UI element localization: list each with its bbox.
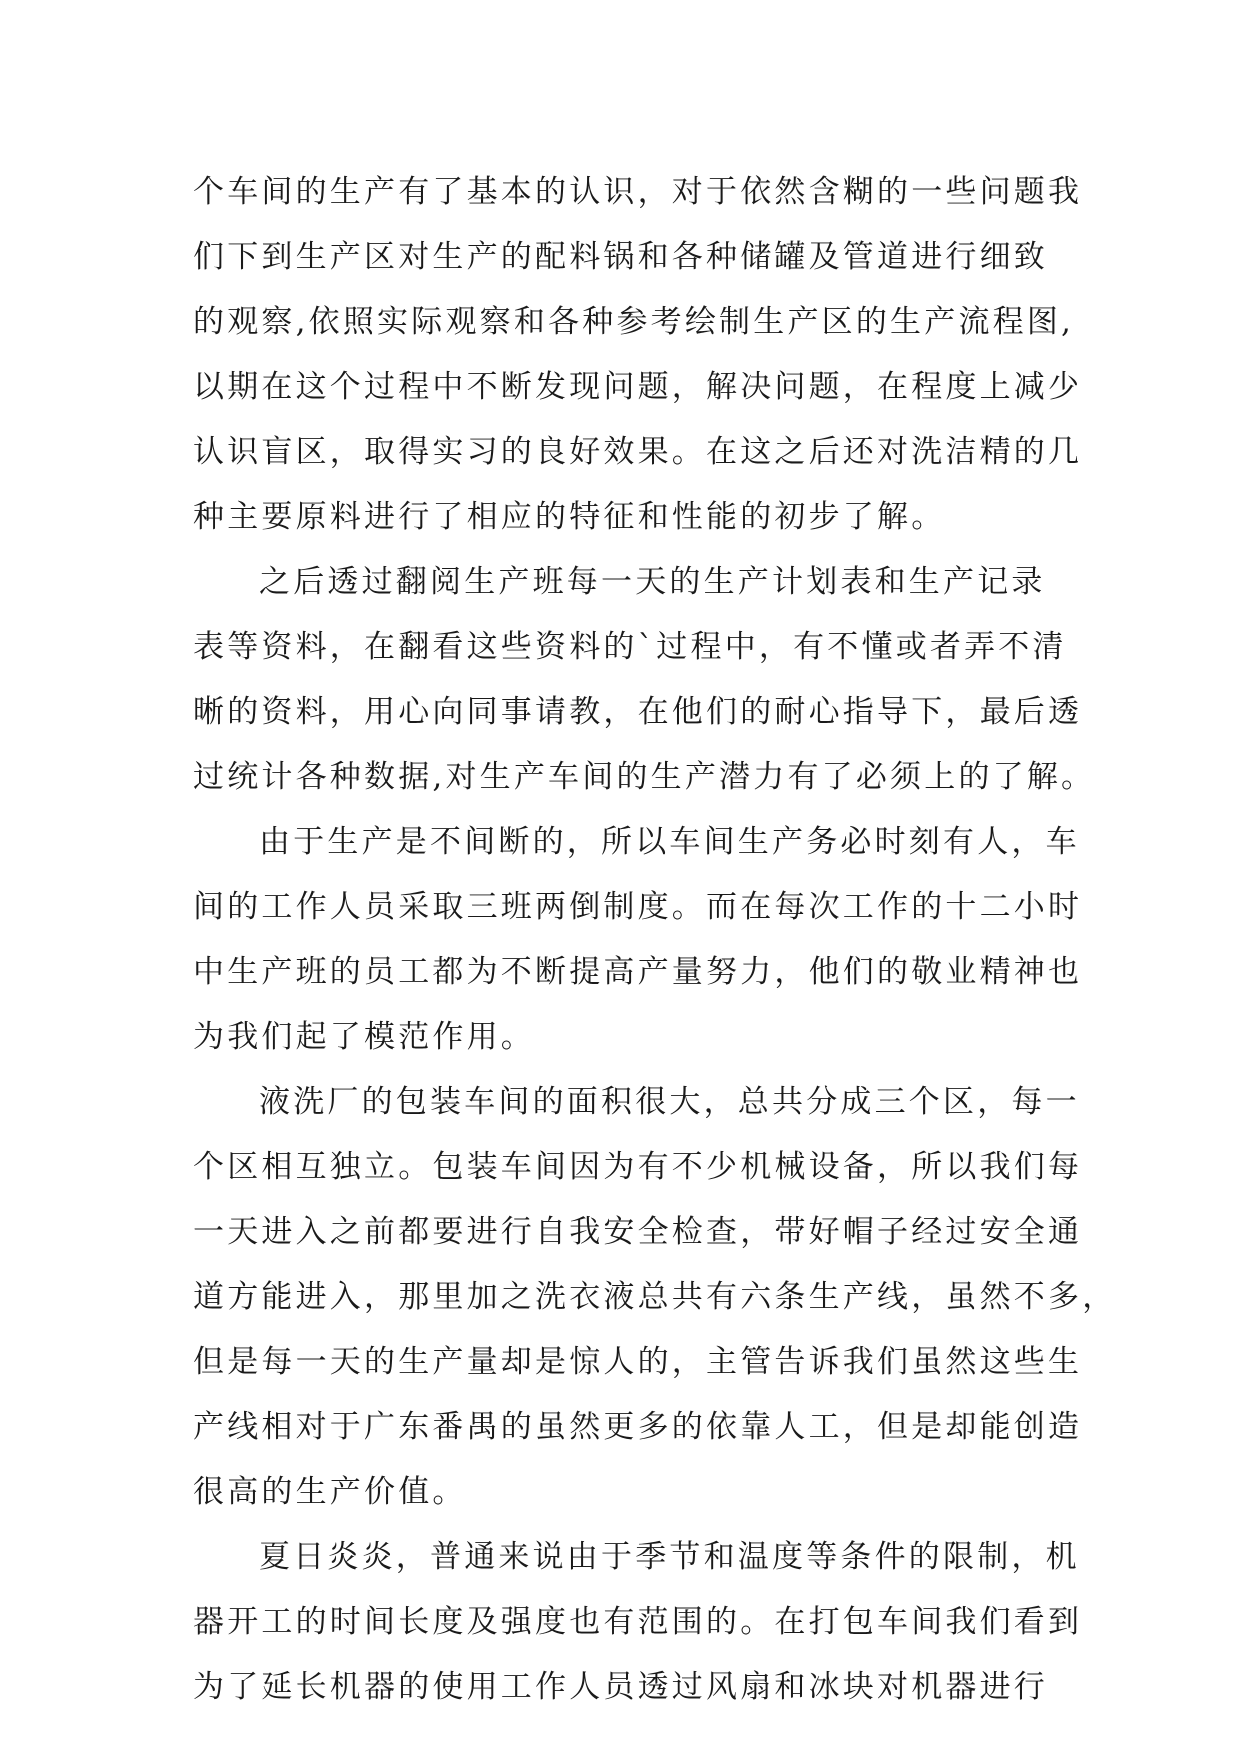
text-line: 以期在这个过程中不断发现问题，解决问题，在程度上减少	[193, 369, 1083, 405]
text-line: 一天进入之前都要进行自我安全检查，带好帽子经过安全通	[193, 1214, 1083, 1250]
text-line: 认识盲区，取得实习的良好效果。在这之后还对洗洁精的几	[193, 434, 1083, 470]
paragraph-first-line: 液洗厂的包装车间的面积很大，总共分成三个区，每一	[259, 1084, 1080, 1120]
paragraph-first-line: 之后透过翻阅生产班每一天的生产计划表和生产记录	[259, 564, 1046, 600]
text-line: 过统计各种数据,对生产车间的生产潜力有了必须上的了解。	[193, 759, 1096, 795]
text-line: 晰的资料，用心向同事请教，在他们的耐心指导下，最后透	[193, 694, 1083, 730]
text-line: 表等资料，在翻看这些资料的`过程中，有不懂或者弄不清	[193, 629, 1067, 665]
text-line: 们下到生产区对生产的配料锅和各种储罐及管道进行细致	[193, 239, 1048, 275]
text-line: 间的工作人员采取三班两倒制度。而在每次工作的十二小时	[193, 889, 1083, 925]
text-line: 为我们起了模范作用。	[193, 1019, 535, 1055]
text-line: 种主要原料进行了相应的特征和性能的初步了解。	[193, 499, 946, 535]
text-line: 为了延长机器的使用工作人员透过风扇和冰块对机器进行	[193, 1669, 1048, 1705]
text-line: 的观察,依照实际观察和各种参考绘制生产区的生产流程图,	[193, 304, 1075, 340]
text-line: 很高的生产价值。	[193, 1474, 467, 1510]
text-line: 产线相对于广东番禺的虽然更多的依靠人工，但是却能创造	[193, 1409, 1083, 1445]
text-line: 中生产班的员工都为不断提高产量努力，他们的敬业精神也	[193, 954, 1083, 990]
text-line: 个车间的生产有了基本的认识，对于依然含糊的一些问题我	[193, 174, 1083, 210]
paragraph-first-line: 夏日炎炎，普通来说由于季节和温度等条件的限制，机	[259, 1539, 1080, 1575]
text-line: 个区相互独立。包装车间因为有不少机械设备，所以我们每	[193, 1149, 1083, 1185]
text-line: 但是每一天的生产量却是惊人的，主管告诉我们虽然这些生	[193, 1344, 1083, 1380]
text-line: 器开工的时间长度及强度也有范围的。在打包车间我们看到	[193, 1604, 1083, 1640]
paragraph-first-line: 由于生产是不间断的，所以车间生产务必时刻有人，车	[259, 824, 1080, 860]
body-text	[193, 160, 1117, 1720]
text-line: 道方能进入，那里加之洗衣液总共有六条生产线，虽然不多，	[193, 1279, 1117, 1315]
